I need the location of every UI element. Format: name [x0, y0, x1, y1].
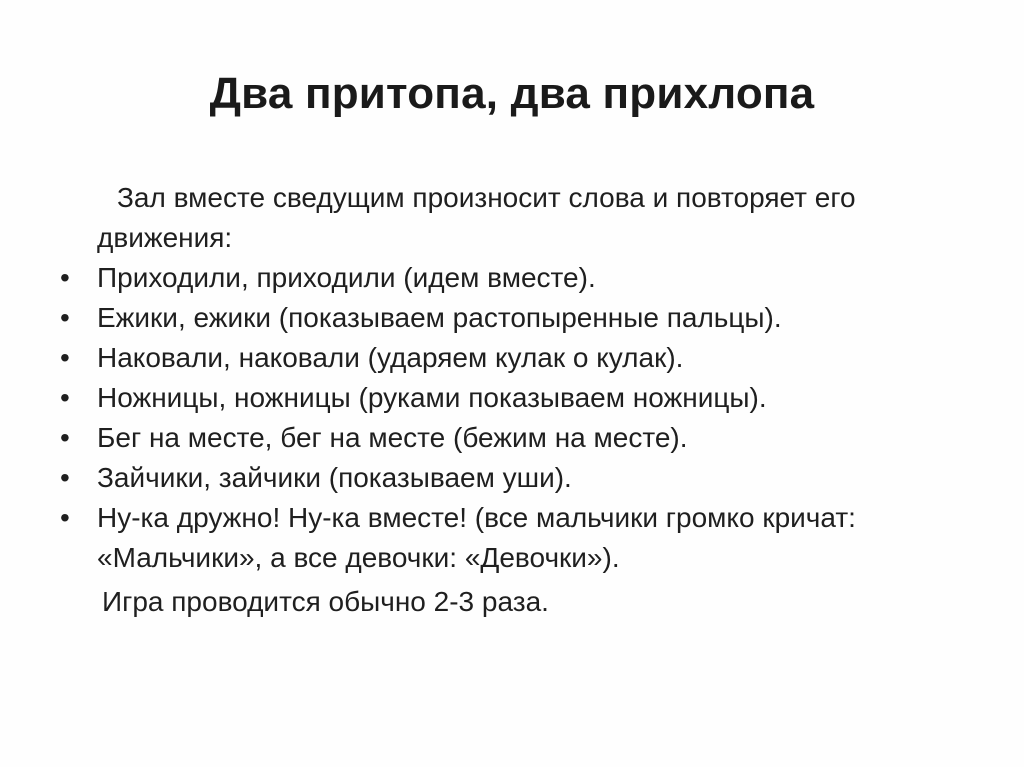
list-item-text: Зайчики, зайчики (показываем уши). [97, 462, 572, 493]
list-item-text: Бег на месте, бег на месте (бежим на месте). [97, 422, 688, 453]
bullet-list [60, 258, 980, 578]
bullet-icon: • [60, 302, 70, 333]
list-item [60, 458, 980, 498]
slide-title: Два притопа, два прихлопа [209, 69, 815, 118]
outro-text: Игра проводится обычно 2-3 раза. [102, 586, 549, 617]
bullet-icon: • [60, 342, 70, 373]
intro-text: Зал вместе сведущим произносит слова и повторяет его движения: [97, 182, 856, 253]
list-item [60, 338, 980, 378]
list-item [60, 258, 980, 298]
list-item [60, 378, 980, 418]
list-item-text: Ну-ка дружно! Ну-ка вместе! (все мальчики громко кричат: «Мальчики», а все девочки: «Девочки»). [97, 502, 856, 573]
list-item-text: Ежики, ежики (показываем растопыренные пальцы). [97, 302, 782, 333]
bullet-icon: • [60, 382, 70, 413]
list-item [60, 418, 980, 458]
list-item-text: Наковали, наковали (ударяем кулак о кулак). [97, 342, 684, 373]
list-item-text: Ножницы, ножницы (руками показываем ножницы). [97, 382, 767, 413]
bullet-icon: • [60, 462, 70, 493]
list-item-text: Приходили, приходили (идем вместе). [97, 262, 596, 293]
bullet-icon: • [60, 502, 70, 533]
bullet-icon: • [60, 422, 70, 453]
slide-body [60, 178, 980, 622]
list-item [60, 298, 980, 338]
list-item [60, 498, 980, 578]
bullet-icon: • [60, 262, 70, 293]
